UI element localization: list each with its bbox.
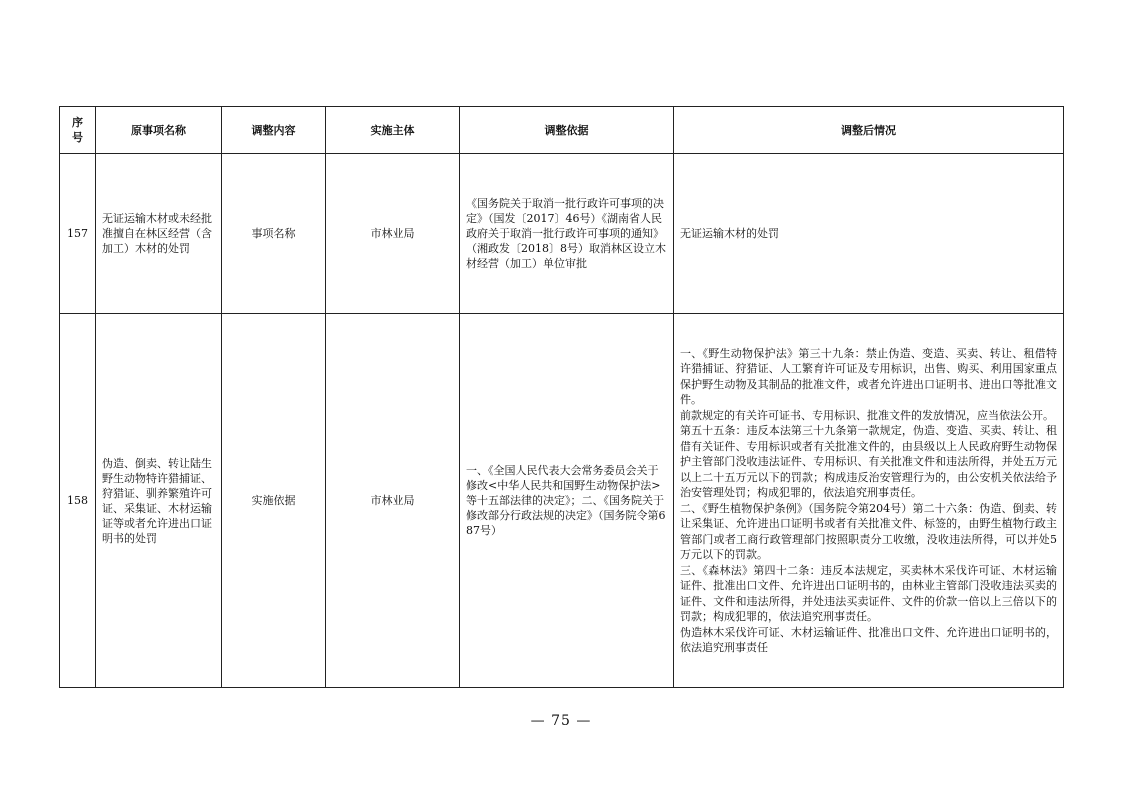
header-basis: 调整依据 xyxy=(460,107,674,154)
original-item-name: 无证运输木材或未经批准擅自在林区经营（含加工）木材的处罚 xyxy=(96,154,222,314)
implementing-body: 市林业局 xyxy=(326,314,460,688)
after-paragraph: 二、《野生植物保护条例》（国务院令第204号）第二十六条：伪造、倒卖、转让采集证、允许进出口证明书或者有关批准文件、标签的，由野生植物行政主管部门或者工商行政管理部门按照职责分工收缴，没收违法所得，可以并处5万元以下的罚款。 xyxy=(680,501,1057,561)
implementing-body: 市林业局 xyxy=(326,154,460,314)
adjust-content: 实施依据 xyxy=(222,314,326,688)
header-name: 原事项名称 xyxy=(96,107,222,154)
table-header-row xyxy=(60,107,1064,154)
header-after: 调整后情况 xyxy=(674,107,1064,154)
adjust-basis: 《国务院关于取消一批行政许可事项的决定》（国发〔2017〕46号）《湖南省人民政府关于取消一批行政许可事项的通知》（湘政发〔2018〕8号）取消林区设立木材经营（加工）单位审批 xyxy=(460,154,674,314)
header-body: 实施主体 xyxy=(326,107,460,154)
after-adjustment-text xyxy=(674,346,1063,656)
header-adjust: 调整内容 xyxy=(222,107,326,154)
after-adjustment xyxy=(674,154,1064,314)
adjust-content: 事项名称 xyxy=(222,154,326,314)
after-paragraph: 伪造林木采伐许可证、木材运输证件、批准出口文件、允许进出口证明书的，依法追究刑事责任 xyxy=(680,625,1057,654)
page-number: — 75 — xyxy=(530,713,592,729)
row-number: 157 xyxy=(60,154,96,314)
original-item-name: 伪造、倒卖、转让陆生野生动物特许猎捕证、狩猎证、驯养繁殖许可证、采集证、木材运输证等或者允许进出口证明书的处罚 xyxy=(96,314,222,688)
after-paragraph: 前款规定的有关许可证书、专用标识、批准文件的发放情况，应当依法公开。 xyxy=(680,408,1054,422)
after-paragraph: 无证运输木材的处罚 xyxy=(680,226,779,240)
table-row xyxy=(60,154,1064,314)
header-no-text: 序 号 xyxy=(72,116,83,144)
row-number: 158 xyxy=(60,314,96,688)
header-no xyxy=(60,107,96,154)
adjustment-table xyxy=(59,106,1064,688)
after-paragraph: 三、《森林法》第四十二条：违反本法规定，买卖林木采伐许可证、木材运输证件、批准出口文件、允许进出口证明书的，由林业主管部门没收违法买卖的证件、文件和违法所得，并处违法买卖证件、文件的价款一倍以上三倍以下的罚款；构成犯罪的，依法追究刑事责任。 xyxy=(680,563,1057,623)
after-paragraph: 一、《野生动物保护法》第三十九条：禁止伪造、变造、买卖、转让、租借特许猎捕证、狩猎证、人工繁育许可证及专用标识，出售、购买、利用国家重点保护野生动物及其制品的批准文件，或者允许进出口证明书、进出口等批准文件。 xyxy=(680,346,1057,406)
after-adjustment-text xyxy=(674,226,1063,242)
after-adjustment xyxy=(674,314,1064,688)
adjust-basis: 一、《全国人民代表大会常务委员会关于修改<中华人民共和国野生动物保护法>等十五部法律的决定》；二、《国务院关于修改部分行政法规的决定》（国务院令第687号） xyxy=(460,314,674,688)
table-row xyxy=(60,314,1064,688)
after-paragraph: 第五十五条：违反本法第三十九条第一款规定，伪造、变造、买卖、转让、租借有关证件、专用标识或者有关批准文件的，由县级以上人民政府野生动物保护主管部门没收违法证件、专用标识、有关批准文件和违法所得，并处五万元以上二十五万元以下的罚款；构成违反治安管理行为的，由公安机关依法给予治安管理处罚；构成犯罪的，依法追究刑事责任。 xyxy=(680,424,1057,499)
